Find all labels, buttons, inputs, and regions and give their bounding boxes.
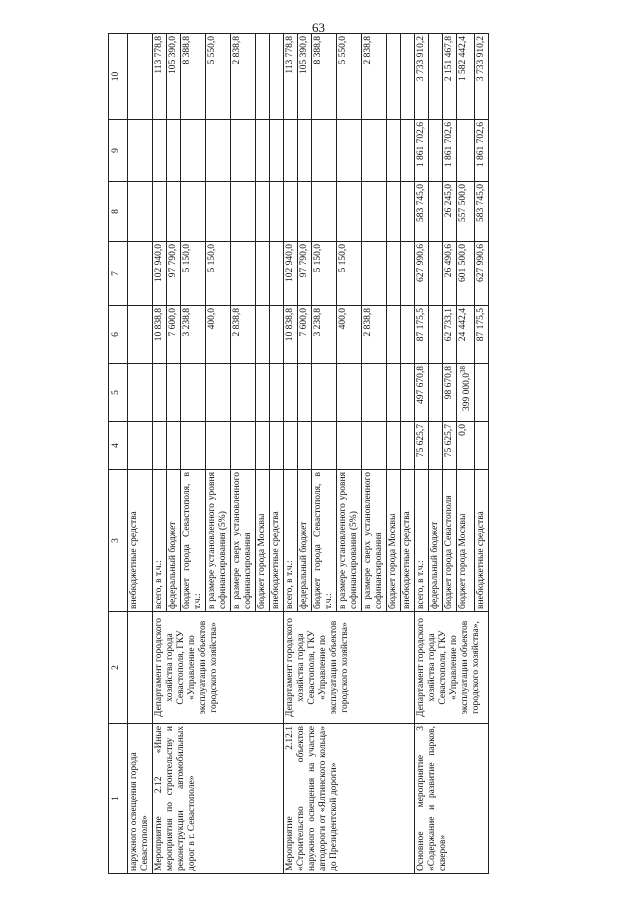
- cell-value-c9: [401, 120, 415, 182]
- cell-value-c9: [298, 120, 312, 182]
- cell-value-c6: [362, 306, 387, 364]
- cell-value-c9: [415, 120, 429, 182]
- cell-value-c8: [429, 182, 443, 242]
- cell-source: [298, 470, 312, 612]
- cell-value-c8: [443, 182, 457, 242]
- cell-value-c4: [256, 422, 270, 470]
- cell-text: 8 388,8: [313, 36, 323, 65]
- cell-text: 2 838,8: [363, 36, 373, 65]
- cell-value-c9: [284, 120, 298, 182]
- cell-value-c7: [387, 242, 401, 306]
- cell-text: 7 600,0: [168, 308, 178, 337]
- cell-text: 3 238,8: [182, 308, 192, 337]
- cell-text: 97 790,0: [299, 244, 309, 278]
- cell-value-c4: [181, 422, 206, 470]
- cell-value-c5: [457, 364, 475, 422]
- cell-value-c10: [206, 34, 231, 120]
- cell-value-c5: [167, 364, 181, 422]
- cell-source: внебюджетные средства: [128, 470, 153, 612]
- cell-value-c5: [475, 364, 489, 422]
- cell-value-c10: [443, 34, 457, 120]
- cell-value-c4: [206, 422, 231, 470]
- cell-text: 627 990,6: [476, 244, 487, 282]
- cell-text: в размере сверх установленного софинансирования: [232, 472, 253, 609]
- cell-value-c4: [270, 422, 284, 470]
- cell-text: 5 150,0: [313, 244, 323, 273]
- cell-text: бюджет города Севастополя, в т.ч.:: [182, 472, 203, 609]
- cell-source: [284, 470, 298, 612]
- cell-text: бюджет города Москвы: [458, 513, 468, 609]
- cell-value-c7: [401, 242, 415, 306]
- cell-value-c6: [457, 306, 475, 364]
- cell-value-c6: [415, 306, 429, 364]
- cell-source: [387, 470, 401, 612]
- cell-executor: [128, 612, 153, 724]
- cell-text: 26 490,6: [444, 244, 454, 278]
- footnote-mark: 38: [459, 366, 467, 373]
- cell-value-c4: [312, 422, 337, 470]
- cell-text: 5 150,0: [338, 244, 348, 273]
- cell-text: 3 733 910,2: [476, 36, 487, 82]
- cell-text: 2 838,8: [232, 308, 242, 337]
- cell-value-c10: [167, 34, 181, 120]
- cell-text: бюджет города Севастополя: [444, 495, 454, 609]
- cell-text: 97 790,0: [168, 244, 178, 278]
- cell-value-c6: [167, 306, 181, 364]
- cell-value-c7: [429, 242, 443, 306]
- cell-text: всего, в т.ч.:: [154, 560, 164, 609]
- cell-value-c5: [206, 364, 231, 422]
- cell-value-c7: [457, 242, 475, 306]
- cell-value-c10: [337, 34, 362, 120]
- cell-text: 5 150,0: [207, 244, 217, 273]
- cell-value-c7: [153, 242, 167, 306]
- cell-text: 8 388,8: [182, 36, 192, 65]
- cell-executor: Департамент городского хозяйства города Севастополя, ГКУ «Управление по эксплуатации объектов городского хозяйства»: [153, 612, 284, 724]
- cell-text: федеральный бюджет: [430, 521, 440, 609]
- cell-value-c5: [337, 364, 362, 422]
- cell-source: [153, 470, 167, 612]
- cell-value-c8: [206, 182, 231, 242]
- cell-value-c7: [298, 242, 312, 306]
- cell-value-c10: [231, 34, 256, 120]
- cell-value-c5: [429, 364, 443, 422]
- cell-text: в размере установленного уровня софинансирования (5%): [338, 472, 359, 609]
- cell-text: 102 940,0: [285, 244, 295, 282]
- cell-value-c8: [231, 182, 256, 242]
- cell-value-c5: [298, 364, 312, 422]
- cell-source: [337, 470, 362, 612]
- cell-text: 0,0: [458, 424, 468, 436]
- cell-text: 1 861 702,6: [416, 122, 426, 168]
- cell-value-c7: [337, 242, 362, 306]
- cell-value-c6: [181, 306, 206, 364]
- cell-text: 113 778,8: [285, 36, 295, 74]
- cell-value-c9: [206, 120, 231, 182]
- cell-value-c6: [206, 306, 231, 364]
- cell-value-c6: [270, 306, 284, 364]
- cell-value-c9: [231, 120, 256, 182]
- cell-value-c8: [337, 182, 362, 242]
- cell-value-c7: [475, 242, 489, 306]
- cell-text: 601 500,0: [458, 244, 468, 282]
- cell-text: 627 990,6: [416, 244, 426, 282]
- cell-value-c4: [415, 422, 429, 470]
- cell-value-c4: [298, 422, 312, 470]
- cell-value-c4: [362, 422, 387, 470]
- cell-value-c4: [337, 422, 362, 470]
- cell-value-c5: [401, 364, 415, 422]
- cell-text: 583 745,0: [476, 184, 487, 222]
- cell-executor: Департамент городского хозяйства города Севастополя, ГКУ «Управление по эксплуатации объектов городского хозяйства»: [284, 612, 415, 724]
- cell-value-c10: [475, 34, 489, 120]
- cell-text: 583 745,0: [416, 184, 426, 222]
- cell-value-c8: [298, 182, 312, 242]
- cell-value-c4: [475, 422, 489, 470]
- cell-value-c8: [312, 182, 337, 242]
- cell-value-c6: [231, 306, 256, 364]
- column-header: 6: [109, 306, 128, 364]
- cell-text: 5 550,0: [207, 36, 217, 65]
- cell-text: 24 442,4: [458, 308, 468, 342]
- cell-text: 113 778,8: [154, 36, 164, 74]
- cell-value-c5: [256, 364, 270, 422]
- cell-value-c6: [401, 306, 415, 364]
- cell-value-c8: [167, 182, 181, 242]
- cell-text: 1 861 702,6: [444, 122, 454, 168]
- cell-measure-name: Основное мероприятие 3 «Содержание и развитие парков, скверов»: [415, 724, 489, 874]
- cell-value-c10: [429, 34, 443, 120]
- cell-value-c5: [415, 364, 429, 422]
- cell-text: 2 151 467,8: [444, 36, 454, 82]
- cell-text: внебюджетные средства: [476, 511, 487, 609]
- cell-text: 105 390,0: [299, 36, 309, 74]
- cell-text: 2 838,8: [232, 36, 242, 65]
- cell-value-c7: [270, 242, 284, 306]
- cell-measure-name: Мероприятие 2.12.1 «Строительство объектов наружного освещения на участке автодороги от «Ялтинского кольца» до Президентской дороги»: [284, 724, 415, 874]
- cell-value-c6: [337, 306, 362, 364]
- cell-text: в размере сверх установленного софинансирования: [363, 472, 384, 609]
- cell-value-c9: [167, 120, 181, 182]
- cell-value-c9: [181, 120, 206, 182]
- cell-value-c6: [153, 306, 167, 364]
- cell-text: 3 733 910,2: [416, 36, 426, 82]
- cell-text: бюджет города Москвы: [257, 513, 267, 609]
- cell-value-c6: [256, 306, 270, 364]
- rotated-table-container: [108, 34, 508, 874]
- cell-text: 5 550,0: [338, 36, 348, 65]
- cell-source: [167, 470, 181, 612]
- cell-value-c8: [270, 182, 284, 242]
- cell-value-c9: [256, 120, 270, 182]
- cell-text: внебюджетные средства: [271, 511, 281, 609]
- cell-source: [270, 470, 284, 612]
- cell-value-c8: [256, 182, 270, 242]
- cell-value-c8: [284, 182, 298, 242]
- cell-value-c7: [167, 242, 181, 306]
- cell-value-c7: [312, 242, 337, 306]
- cell-value-c8: [181, 182, 206, 242]
- column-header: 1: [109, 724, 128, 874]
- cell-value-c5: [387, 364, 401, 422]
- cell-value-c4: [153, 422, 167, 470]
- cell-text: федеральный бюджет: [299, 521, 309, 609]
- cell-text: 75 625,7: [416, 424, 426, 458]
- cell-value-c7: [231, 242, 256, 306]
- cell-value-c10: [387, 34, 401, 120]
- cell-value-c8: [387, 182, 401, 242]
- cell-text: 2 838,8: [363, 308, 373, 337]
- cell-text: 5 150,0: [182, 244, 192, 273]
- cell-value-c4: [231, 422, 256, 470]
- cell-value-c10: [181, 34, 206, 120]
- cell-value-c6: [312, 306, 337, 364]
- cell-value-c6: [298, 306, 312, 364]
- cell-source: [457, 470, 475, 612]
- cell-value-c9: [443, 120, 457, 182]
- cell-value-c4: [387, 422, 401, 470]
- budget-table: [108, 33, 489, 874]
- cell-value-c7: [362, 242, 387, 306]
- cell-value-c5: [312, 364, 337, 422]
- cell-text: 1 861 702,6: [476, 122, 487, 168]
- cell-value-c4: [443, 422, 457, 470]
- cell-source: [206, 470, 231, 612]
- cell-source: [312, 470, 337, 612]
- cell-value-c5: [153, 364, 167, 422]
- cell-text: 497 670,8: [416, 366, 426, 404]
- continuation-row: [128, 34, 153, 874]
- column-header: 9: [109, 120, 128, 182]
- cell-value-c7: [256, 242, 270, 306]
- cell-value-c9: [312, 120, 337, 182]
- cell-value-c6: [443, 306, 457, 364]
- cell-source: [443, 470, 457, 612]
- cell-value-c9: [457, 120, 475, 182]
- cell-value-c5: [231, 364, 256, 422]
- cell-value-c10: [284, 34, 298, 120]
- cell-text: 75 625,7: [444, 424, 454, 458]
- cell-value-c9: [337, 120, 362, 182]
- cell-text: 98 670,8: [444, 366, 454, 400]
- cell-value-c7: [181, 242, 206, 306]
- table-row: [153, 34, 167, 874]
- cell-value-c4: [457, 422, 475, 470]
- cell-text: 7 600,0: [299, 308, 309, 337]
- cell-source: [401, 470, 415, 612]
- column-header: 2: [109, 612, 128, 724]
- cell-value-c10: [270, 34, 284, 120]
- cell-value-c8: [415, 182, 429, 242]
- cell-value-c6: [284, 306, 298, 364]
- cell-text: 3 238,8: [313, 308, 323, 337]
- cell-value-c7: [443, 242, 457, 306]
- cell-value-c9: [387, 120, 401, 182]
- column-header: 3: [109, 470, 128, 612]
- table-row: [284, 34, 298, 874]
- table-row: [415, 34, 429, 874]
- cell-text: 400,0: [207, 308, 217, 330]
- cell-value-c6: [387, 306, 401, 364]
- cell-text: бюджет города Севастополя, в т.ч.:: [313, 472, 334, 609]
- cell-value-c5: [443, 364, 457, 422]
- cell-text: 26 245,0: [444, 184, 454, 218]
- cell-value-c5: [270, 364, 284, 422]
- cell-text: всего, в т.ч.:: [416, 560, 426, 609]
- cell-value-c7: [206, 242, 231, 306]
- cell-value-c10: [153, 34, 167, 120]
- cell-source: [415, 470, 429, 612]
- column-header: 7: [109, 242, 128, 306]
- cell-value-c8: [401, 182, 415, 242]
- cell-value-c9: [362, 120, 387, 182]
- cell-value-c5: [284, 364, 298, 422]
- cell-value-c6: [475, 306, 489, 364]
- cell-measure-name: наружного освещения города Севастополя»: [128, 724, 153, 874]
- cell-value-c9: [429, 120, 443, 182]
- cell-value-c9: [153, 120, 167, 182]
- cell-text: 87 175,5: [476, 308, 487, 342]
- cell-text: 87 175,5: [416, 308, 426, 342]
- cell-executor: Департамент городского хозяйства города Севастополя, ГКУ «Управление по эксплуатации объектов городского хозяйства»,: [415, 612, 489, 724]
- cell-text: в размере установленного уровня софинансирования (5%): [207, 472, 228, 609]
- cell-value-c4: [401, 422, 415, 470]
- column-header: 5: [109, 364, 128, 422]
- cell-text: 1 582 442,4: [458, 36, 468, 82]
- cell-source: [475, 470, 489, 612]
- cell-value-c10: [415, 34, 429, 120]
- cell-source: [362, 470, 387, 612]
- cell-value-c9: [270, 120, 284, 182]
- cell-source: [231, 470, 256, 612]
- header-row: [109, 34, 128, 874]
- cell-measure-name: Мероприятие 2.12 «Иные мероприятия по строительству и реконструкции автомобильных дорог в г. Севастополе»: [153, 724, 284, 874]
- cell-text: внебюджетные средства: [402, 511, 412, 609]
- cell-text: 105 390,0: [168, 36, 178, 74]
- cell-value-c8: [362, 182, 387, 242]
- column-header: 10: [109, 34, 128, 120]
- column-header: 8: [109, 182, 128, 242]
- cell-text: 400,0: [338, 308, 348, 330]
- cell-value-c9: [475, 120, 489, 182]
- cell-value-c10: [312, 34, 337, 120]
- cell-value-c4: [284, 422, 298, 470]
- cell-value-c8: [153, 182, 167, 242]
- cell-text: 557 500,0: [458, 184, 468, 222]
- cell-value-c10: [457, 34, 475, 120]
- cell-value-c10: [256, 34, 270, 120]
- cell-text: всего, в т.ч.:: [285, 560, 295, 609]
- cell-text: 62 733,1: [444, 308, 454, 342]
- cell-value-c7: [415, 242, 429, 306]
- cell-text: бюджет города Москвы: [388, 513, 398, 609]
- cell-source: [181, 470, 206, 612]
- cell-value-c10: [362, 34, 387, 120]
- page-number: 63: [312, 20, 325, 35]
- cell-value-c10: [298, 34, 312, 120]
- cell-text: 399 000,0: [462, 373, 473, 411]
- cell-source: [256, 470, 270, 612]
- cell-text: 102 940,0: [154, 244, 164, 282]
- cell-value-c8: [457, 182, 475, 242]
- cell-value-c5: [362, 364, 387, 422]
- cell-text: федеральный бюджет: [168, 521, 178, 609]
- column-header: 4: [109, 422, 128, 470]
- cell-value-c8: [475, 182, 489, 242]
- cell-value-c10: [401, 34, 415, 120]
- cell-value-c6: [429, 306, 443, 364]
- cell-source: [429, 470, 443, 612]
- cell-value-c5: [181, 364, 206, 422]
- cell-value-c4: [167, 422, 181, 470]
- table-body: [128, 34, 489, 874]
- cell-text: 10 838,8: [154, 308, 164, 342]
- cell-value-c4: [429, 422, 443, 470]
- cell-text: 10 838,8: [285, 308, 295, 342]
- cell-value-c7: [284, 242, 298, 306]
